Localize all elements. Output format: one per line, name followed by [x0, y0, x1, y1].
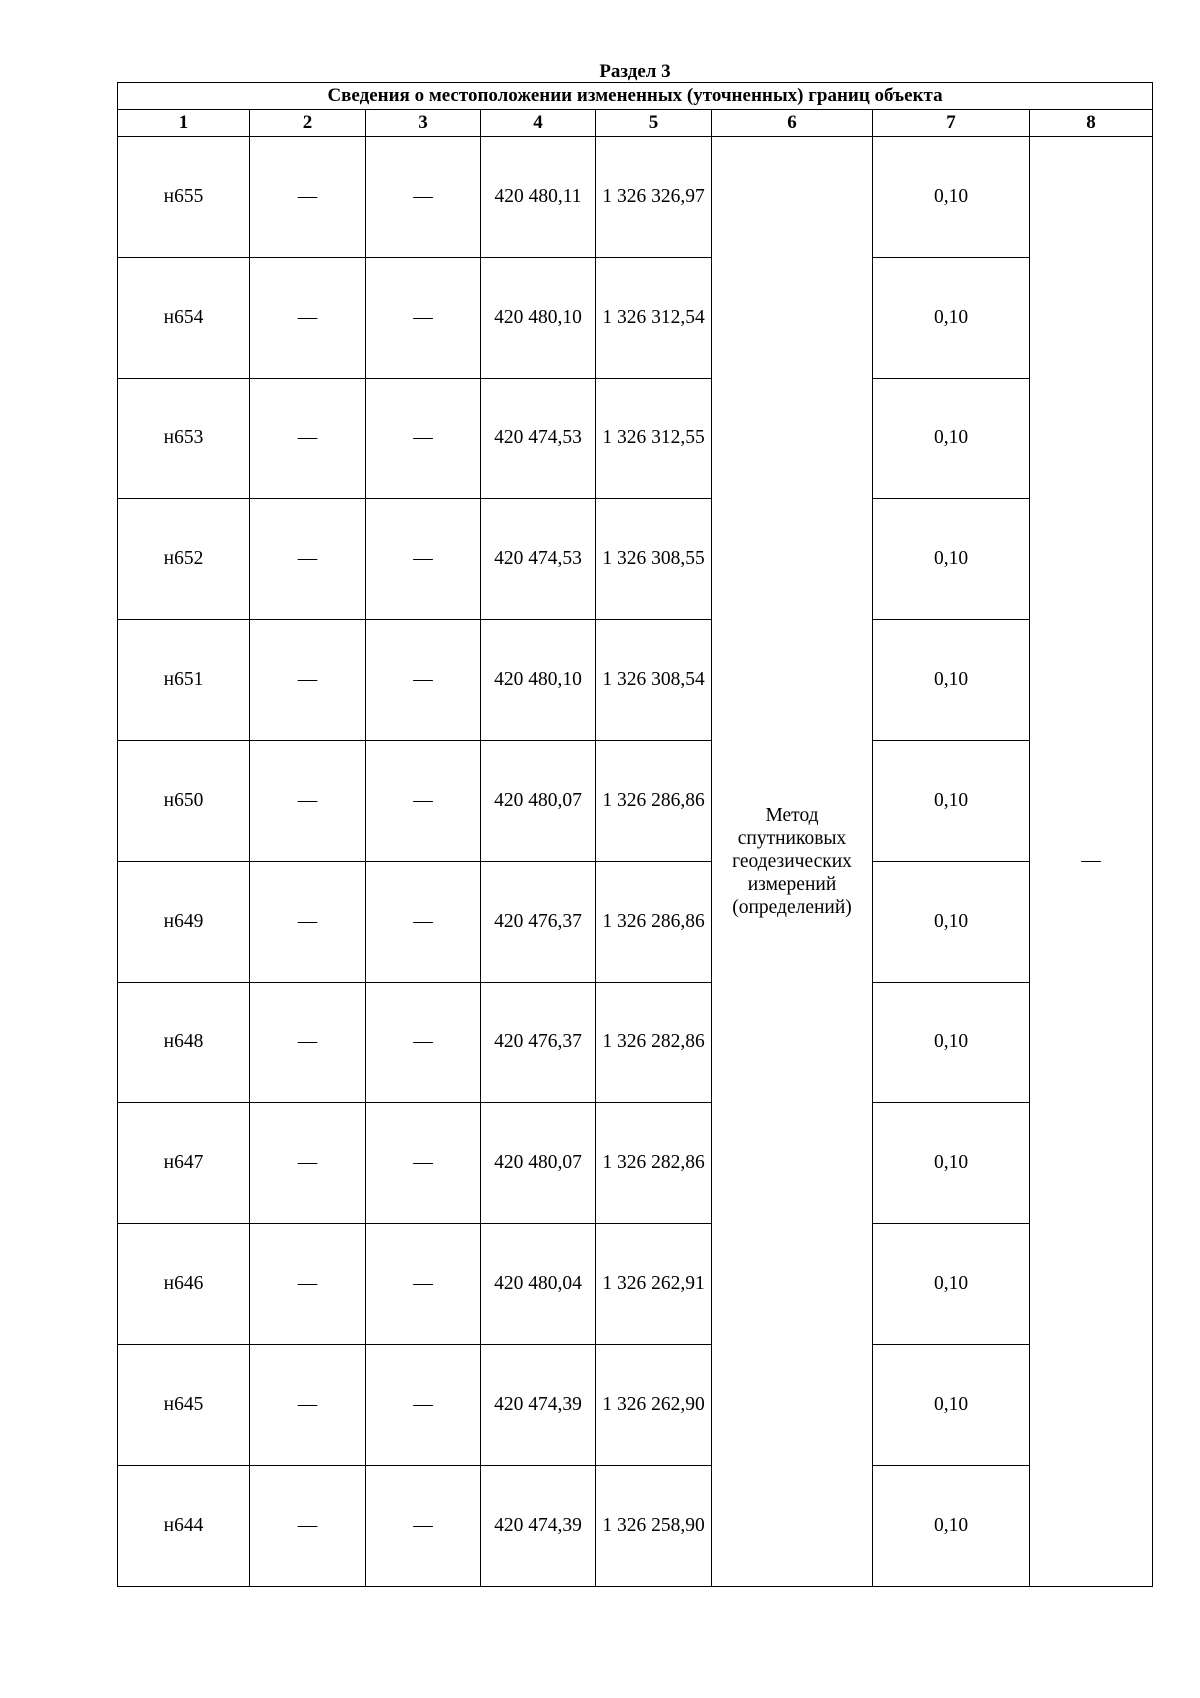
column-2-cell: —: [250, 499, 366, 620]
y-coordinate-cell: 1 326 282,86: [596, 982, 712, 1103]
accuracy-cell: 0,10: [873, 740, 1030, 861]
column-3-cell: —: [366, 982, 481, 1103]
column-number-6: 6: [712, 110, 873, 137]
table-row: [118, 1344, 1153, 1465]
x-coordinate-cell: 420 480,10: [481, 257, 596, 378]
y-coordinate-cell: 1 326 258,90: [596, 1465, 712, 1586]
point-cell: н655: [118, 137, 250, 258]
method-text-line: измерений: [747, 873, 837, 895]
method-text-line: спутниковых: [737, 827, 847, 849]
y-coordinate-cell: 1 326 312,54: [596, 257, 712, 378]
point-cell: н644: [118, 1465, 250, 1586]
column-3-cell: —: [366, 620, 481, 741]
x-coordinate-cell: 420 480,04: [481, 1224, 596, 1345]
column-3-cell: —: [366, 740, 481, 861]
x-coordinate-cell: 420 474,39: [481, 1465, 596, 1586]
table-caption: Сведения о местоположении измененных (уточненных) границ объекта: [118, 83, 1153, 110]
y-coordinate-cell: 1 326 312,55: [596, 378, 712, 499]
y-coordinate-cell: 1 326 282,86: [596, 1103, 712, 1224]
table-row: [118, 1224, 1153, 1345]
method-text-line: (определений): [732, 896, 852, 918]
x-coordinate-cell: 420 476,37: [481, 982, 596, 1103]
table-caption-row: [118, 83, 1153, 110]
y-coordinate-cell: 1 326 262,91: [596, 1224, 712, 1345]
column-2-cell: —: [250, 257, 366, 378]
table-row: [118, 861, 1153, 982]
column-number-1: 1: [118, 110, 250, 137]
column-2-cell: —: [250, 620, 366, 741]
point-cell: н649: [118, 861, 250, 982]
y-coordinate-cell: 1 326 286,86: [596, 861, 712, 982]
column-3-cell: —: [366, 378, 481, 499]
y-coordinate-cell: 1 326 262,90: [596, 1344, 712, 1465]
accuracy-cell: 0,10: [873, 861, 1030, 982]
point-cell: н650: [118, 740, 250, 861]
method-text-line: геодезических: [732, 850, 852, 872]
x-coordinate-cell: 420 480,11: [481, 137, 596, 258]
x-coordinate-cell: 420 480,10: [481, 620, 596, 741]
x-coordinate-cell: 420 480,07: [481, 740, 596, 861]
column-number-2: 2: [250, 110, 366, 137]
column-2-cell: —: [250, 740, 366, 861]
column-number-8: 8: [1030, 110, 1153, 137]
column-number-row: [118, 110, 1153, 137]
method-text-line: Метод: [765, 804, 819, 826]
table-row: [118, 499, 1153, 620]
column-2-cell: —: [250, 1344, 366, 1465]
column-number-7: 7: [873, 110, 1030, 137]
point-cell: н651: [118, 620, 250, 741]
accuracy-cell: 0,10: [873, 499, 1030, 620]
point-cell: н653: [118, 378, 250, 499]
point-cell: н652: [118, 499, 250, 620]
accuracy-cell: 0,10: [873, 1344, 1030, 1465]
column-number-3: 3: [366, 110, 481, 137]
accuracy-cell: 0,10: [873, 982, 1030, 1103]
column-number-4: 4: [481, 110, 596, 137]
y-coordinate-cell: 1 326 308,54: [596, 620, 712, 741]
column-3-cell: —: [366, 499, 481, 620]
accuracy-cell: 0,10: [873, 1224, 1030, 1345]
point-cell: н654: [118, 257, 250, 378]
accuracy-cell: 0,10: [873, 257, 1030, 378]
accuracy-cell: 0,10: [873, 1103, 1030, 1224]
point-cell: н645: [118, 1344, 250, 1465]
method-cell: [712, 137, 873, 1587]
x-coordinate-cell: 420 474,39: [481, 1344, 596, 1465]
y-coordinate-cell: 1 326 286,86: [596, 740, 712, 861]
y-coordinate-cell: 1 326 326,97: [596, 137, 712, 258]
column-3-cell: —: [366, 861, 481, 982]
column-3-cell: —: [366, 257, 481, 378]
column-2-cell: —: [250, 137, 366, 258]
accuracy-cell: 0,10: [873, 137, 1030, 258]
table-row: [118, 1465, 1153, 1586]
column-3-cell: —: [366, 1465, 481, 1586]
column-3-cell: —: [366, 1224, 481, 1345]
table-row: [118, 740, 1153, 861]
column-2-cell: —: [250, 1224, 366, 1345]
column-2-cell: —: [250, 378, 366, 499]
column-2-cell: —: [250, 982, 366, 1103]
x-coordinate-cell: 420 480,07: [481, 1103, 596, 1224]
point-cell: н648: [118, 982, 250, 1103]
table-row: [118, 137, 1153, 258]
table-body: [118, 83, 1153, 1587]
column-2-cell: —: [250, 1465, 366, 1586]
table-row: [118, 620, 1153, 741]
column-3-cell: —: [366, 1344, 481, 1465]
accuracy-cell: 0,10: [873, 378, 1030, 499]
section-title: Раздел 3: [599, 61, 671, 82]
x-coordinate-cell: 420 476,37: [481, 861, 596, 982]
column-2-cell: —: [250, 861, 366, 982]
accuracy-cell: 0,10: [873, 1465, 1030, 1586]
column-3-cell: —: [366, 137, 481, 258]
point-cell: н647: [118, 1103, 250, 1224]
column-8-cell: —: [1030, 137, 1153, 1587]
point-cell: н646: [118, 1224, 250, 1345]
accuracy-cell: 0,10: [873, 620, 1030, 741]
table-row: [118, 257, 1153, 378]
x-coordinate-cell: 420 474,53: [481, 378, 596, 499]
column-number-5: 5: [596, 110, 712, 137]
boundary-coordinates-table: [117, 82, 1153, 1587]
table-row: [118, 982, 1153, 1103]
column-2-cell: —: [250, 1103, 366, 1224]
x-coordinate-cell: 420 474,53: [481, 499, 596, 620]
table-row: [118, 378, 1153, 499]
column-3-cell: —: [366, 1103, 481, 1224]
table-row: [118, 1103, 1153, 1224]
y-coordinate-cell: 1 326 308,55: [596, 499, 712, 620]
